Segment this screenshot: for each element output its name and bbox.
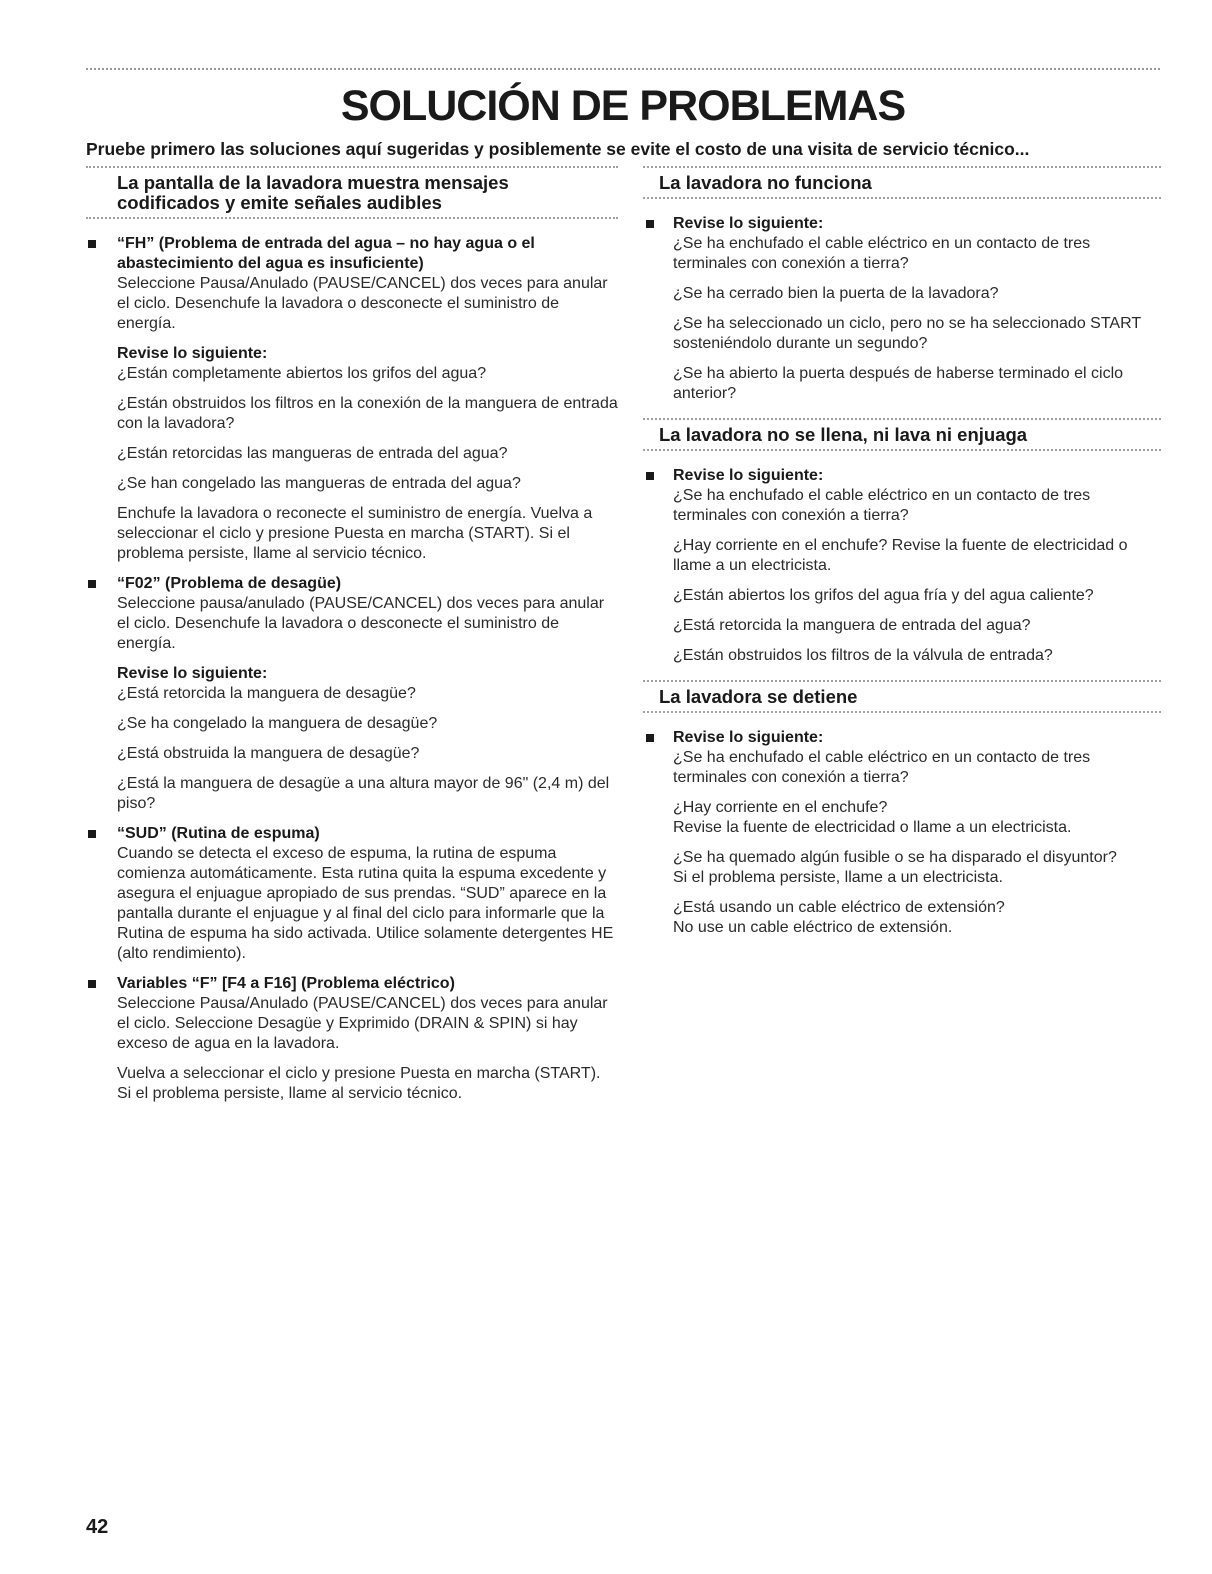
section-rule-bottom: [643, 711, 1161, 713]
section-heading-not-working: La lavadora no funciona: [659, 172, 872, 193]
check-question: ¿Se han congelado las mangueras de entrada del agua?: [117, 475, 521, 492]
section-heading-stops: La lavadora se detiene: [659, 686, 858, 707]
check-question: ¿Se ha congelado la manguera de desagüe?: [117, 715, 438, 732]
top-rule: [86, 68, 1160, 70]
check-question: ¿Se ha seleccionado un ciclo, pero no se ha seleccionado START sosteniéndolo durante un segundo?: [673, 315, 1141, 352]
check-question: ¿Está usando un cable eléctrico de extensión?: [673, 899, 1005, 916]
check-question: ¿Se ha cerrado bien la puerta de la lavadora?: [673, 285, 999, 302]
item-text: Seleccione Pausa/Anulado (PAUSE/CANCEL) dos veces para anular el ciclo. Seleccione Desagüe y Exprimido (DRAIN & SPIN) si hay exceso de agua en la lavadora.: [117, 995, 608, 1052]
section-heading-no-fill: La lavadora no se llena, ni lava ni enjuaga: [659, 424, 1028, 445]
check-question: ¿Hay corriente en el enchufe? Revise la fuente de electricidad o llame a un electricista.: [673, 537, 1128, 574]
f-variables-error-item: [86, 974, 618, 1104]
section-heading-error-codes: [86, 168, 618, 217]
not-working-item: [643, 214, 1161, 404]
check-label: Revise lo siguiente:: [673, 215, 824, 232]
check-question: ¿Se ha enchufado el cable eléctrico en un contacto de tres terminales con conexión a tierra?: [673, 487, 1091, 524]
check-answer: Si el problema persiste, llame a un electricista.: [673, 869, 1003, 886]
section-heading-line: codificados y emite señales audibles: [117, 192, 442, 213]
check-question: ¿Se ha enchufado el cable eléctrico en un contacto de tres terminales con conexión a tierra?: [673, 749, 1091, 786]
bullet-square-icon: [88, 240, 96, 248]
page-title: SOLUCIÓN DE PROBLEMAS: [340, 82, 906, 130]
check-question: ¿Se ha enchufado el cable eléctrico en un contacto de tres terminales con conexión a tierra?: [673, 235, 1091, 272]
check-question: ¿Se ha quemado algún fusible o se ha disparado el disyuntor?: [673, 849, 1117, 866]
section-rule-bottom: [643, 449, 1161, 451]
check-question: ¿Están completamente abiertos los grifos del agua?: [117, 365, 487, 382]
check-question: ¿Están obstruidos los filtros de la válvula de entrada?: [673, 647, 1053, 664]
item-final-text: Enchufe la lavadora o reconecte el suministro de energía. Vuelva a seleccionar el ciclo y presione Puesta en marcha (START). Si el problema persiste, llame al servicio técnico.: [117, 505, 593, 562]
bullet-square-icon: [646, 220, 654, 228]
item-text: Seleccione Pausa/Anulado (PAUSE/CANCEL) dos veces para anular el ciclo. Desenchufe la lavadora o desconecte el suministro de energía.: [117, 275, 608, 332]
sud-error-item: [86, 824, 618, 964]
f02-error-item: [86, 574, 618, 814]
page-number: 42: [86, 1516, 109, 1538]
section-rule-bottom: [643, 197, 1161, 199]
bullet-square-icon: [646, 734, 654, 742]
stops-item: [643, 728, 1161, 938]
check-question: ¿Están obstruidos los filtros en la conexión de la manguera de entrada con la lavadora?: [117, 395, 618, 432]
page-subtitle: Pruebe primero las soluciones aquí sugeridas y posiblemente se evite el costo de una visita de servicio técnico...: [86, 139, 1030, 159]
bullet-square-icon: [646, 472, 654, 480]
section-rule-bottom: [86, 217, 618, 219]
bullet-square-icon: [88, 830, 96, 838]
bullet-square-icon: [88, 580, 96, 588]
item-text: Cuando se detecta el exceso de espuma, la rutina de espuma comienza automáticamente. Esta rutina quita la espuma excedente y asegura el enjuague apropiado de sus prendas. “SUD” aparece en la pantalla durante el enjuague y al final del ciclo para informarle que la Rutina de espuma ha sido activada. Utilice solamente detergentes HE (alto rendimiento).: [117, 845, 614, 962]
right-column: [643, 166, 1161, 948]
check-question: ¿Están abiertos los grifos del agua fría y del agua caliente?: [673, 587, 1094, 604]
check-label: Revise lo siguiente:: [117, 665, 268, 682]
item-title: “FH” (Problema de entrada del agua – no hay agua o el abastecimiento del agua es insuficiente): [117, 235, 535, 272]
no-fill-item: [643, 466, 1161, 666]
bullet-square-icon: [88, 980, 96, 988]
check-label: Revise lo siguiente:: [673, 467, 824, 484]
section-heading-line: La pantalla de la lavadora muestra mensajes: [117, 172, 509, 193]
item-title: Variables “F” [F4 a F16] (Problema eléctrico): [117, 975, 455, 992]
item-final-text: Vuelva a seleccionar el ciclo y presione Puesta en marcha (START). Si el problema persiste, llame al servicio técnico.: [117, 1065, 601, 1102]
check-question: ¿Hay corriente en el enchufe?: [673, 799, 888, 816]
check-question: ¿Está la manguera de desagüe a una altura mayor de 96" (2,4 m) del piso?: [117, 775, 610, 812]
fh-error-item: [86, 234, 618, 564]
check-question: ¿Está retorcida la manguera de entrada del agua?: [673, 617, 1031, 634]
check-answer: No use un cable eléctrico de extensión.: [673, 919, 953, 936]
left-column: [86, 166, 618, 1114]
item-title: “F02” (Problema de desagüe): [117, 575, 342, 592]
check-question: ¿Está retorcida la manguera de desagüe?: [117, 685, 416, 702]
check-question: ¿Están retorcidas las mangueras de entrada del agua?: [117, 445, 508, 462]
check-question: ¿Está obstruida la manguera de desagüe?: [117, 745, 420, 762]
item-text: Seleccione pausa/anulado (PAUSE/CANCEL) dos veces para anular el ciclo. Desenchufe la lavadora o desconecte el suministro de energía.: [117, 595, 605, 652]
check-label: Revise lo siguiente:: [117, 345, 268, 362]
check-label: Revise lo siguiente:: [673, 729, 824, 746]
check-question: ¿Se ha abierto la puerta después de haberse terminado el ciclo anterior?: [673, 365, 1124, 402]
check-answer: Revise la fuente de electricidad o llame a un electricista.: [673, 819, 1072, 836]
item-title: “SUD” (Rutina de espuma): [117, 825, 320, 842]
